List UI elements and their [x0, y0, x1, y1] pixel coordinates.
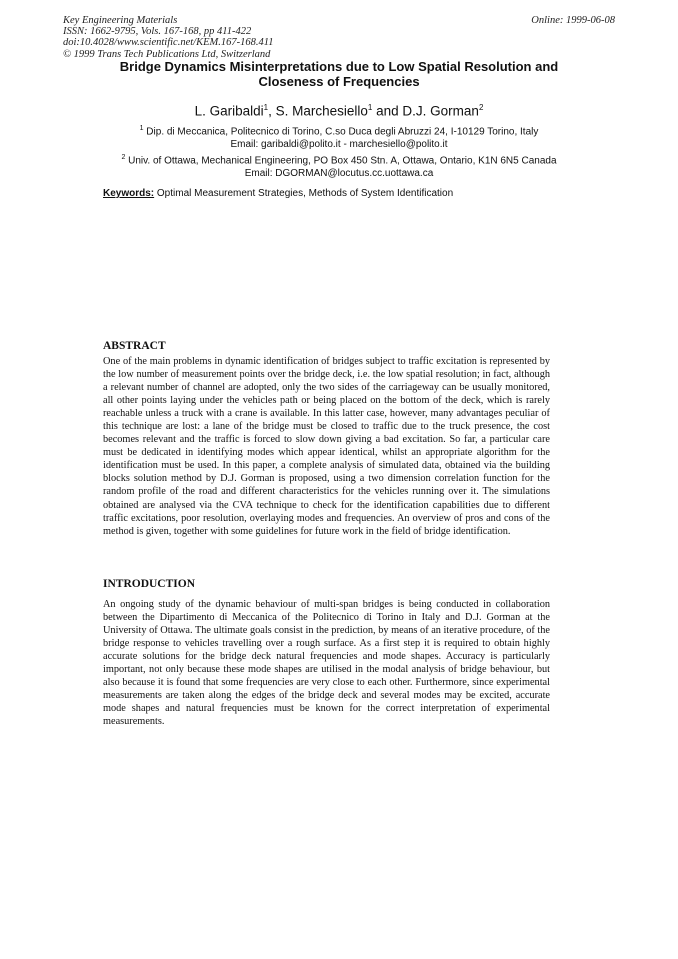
- affiliation-2-email[interactable]: Email: DGORMAN@locutus.cc.uottawa.ca: [244, 167, 434, 179]
- abstract-heading: ABSTRACT: [103, 340, 166, 352]
- author-1: L. Garibaldi: [194, 103, 264, 119]
- journal-issn: ISSN: 1662-9795, Vols. 167-168, pp 411-422: [63, 26, 252, 38]
- affiliation-2: [0, 152, 678, 180]
- affiliation-1-address: $^1$ Dip. di Meccanica, Politecnico di Torino, C.so Duca degli Abruzzi 24, I-10129 Torino, Italy: [139, 125, 539, 138]
- author-2: S. Marchesiello: [275, 103, 368, 119]
- introduction-text: An ongoing study of the dynamic behaviour of multi-span bridges is being conducted in collaboration between the Dipartimento di Meccanica of the Politecnico di Torino in Italy and D.J. Gorman at the University of Ottawa. The ultimate goals consist in the prediction, by means of an iterative procedure, of the bridge response to vehicles travelling over a rough surface. As a first step it is required to obtain highly accurate solutions for the bridge deck natural frequencies and mode shapes. Accuracy is particularly important, not only because these mode shapes are utilised in the modal analysis of bridge behaviour, but also because it is found that some frequencies are very close to each other. Furthermore, since experimental measurements are taken along the edges of the bridge deck and several modes may be excited, accurate mode shapes and natural frequencies must be known for the correct interpretation of experimental measurements.: [103, 599, 550, 728]
- journal-doi[interactable]: doi:10.4028/www.scientific.net/KEM.167-168.411: [63, 37, 274, 49]
- keywords: [103, 188, 453, 199]
- author-list: [0, 103, 678, 119]
- abstract-text: One of the main problems in dynamic identification of bridges subject to traffic excitation is represented by the low number of measurement points over the bridge deck, i.e. the low spatial resolution; in fact, although a relevant number of channel are adopted, only the two sides of the carriageway can be usually monitored, all other points laying under the vehicles path or being placed on the bottom of the deck, which is rarely reachable unless a truck with a crane is available. In this latter case, however, many advantages peculiar of this technique are lost: a lane of the bridge must be closed to traffic due to the truck presence, the cost becomes relevant and the traffic is forced to slow down giving a bad excitation. So far, a particular care must be dedicated in identifying modes which appear identical, whilst an appropriate algorithm for the identification must be used. In this paper, a complete analysis of simulated data, obtained via the building blocks solution method by D.J. Gorman is proposed, using a two dimension correlation function for the random profile of the road and different characteristics for the vehicles running over it. The simulations obtained are analysed via the CVA technique to check for the identification capabilities due to different traffic excitations, poor resolution, overlaying modes and frequencies. An overview of pros and cons of the method is given, together with some guidelines for future work in the field of bridge identification.: [103, 356, 550, 537]
- keywords-text: Optimal Measurement Strategies, Methods of System Identification: [154, 188, 454, 199]
- affiliation-1: [0, 123, 678, 151]
- affiliation-1-email[interactable]: Email: garibaldi@polito.it - marchesiello@polito.it: [230, 138, 448, 150]
- paper-title: [0, 61, 678, 90]
- author-sep-1: ,: [268, 103, 276, 119]
- author-2-affil: 1: [367, 103, 373, 112]
- author-sep-2: and: [372, 103, 403, 119]
- keywords-label: Keywords:: [103, 188, 155, 199]
- affiliation-2-address: $^2$ Univ. of Ottawa, Mechanical Engineering, PO Box 450 Stn. A, Ottawa, Ontario, K1N 6N5 Canada: [121, 154, 557, 167]
- author-3: D.J. Gorman: [402, 103, 479, 119]
- paper-title-line1: Bridge Dynamics Misinterpretations due to Low Spatial Resolution and: [119, 61, 559, 74]
- journal-name: Key Engineering Materials: [63, 15, 178, 26]
- journal-copyright: © 1999 Trans Tech Publications Ltd, Switzerland: [63, 48, 271, 60]
- online-date: Online: 1999-06-08: [531, 15, 615, 26]
- affiliation-1-num: 1: [139, 125, 144, 132]
- journal-info: [63, 15, 273, 60]
- introduction-heading: INTRODUCTION: [103, 578, 196, 590]
- author-3-affil: 2: [478, 103, 484, 112]
- paper-title-line2: Closeness of Frequencies: [258, 74, 420, 89]
- author-1-affil: 1: [263, 103, 269, 112]
- affiliation-2-num: 2: [121, 154, 126, 161]
